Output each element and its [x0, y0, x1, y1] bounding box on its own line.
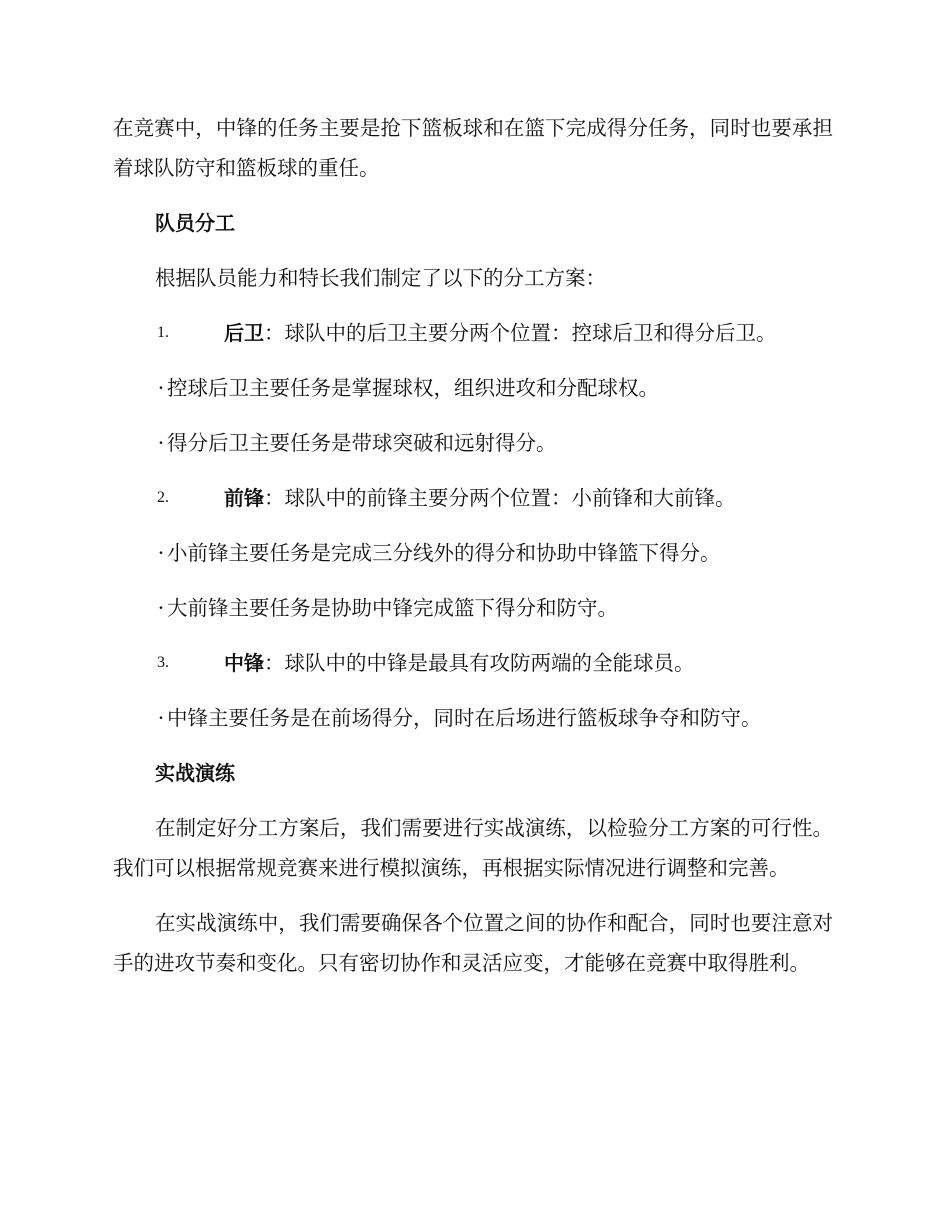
list-term: 后卫: [224, 321, 264, 345]
section-intro: 根据队员能力和特长我们制定了以下的分工方案：: [155, 266, 606, 290]
bullet-item: [155, 588, 833, 628]
practice-paragraph-1: 在制定好分工方案后，我们需要进行实战演练，以检验分工方案的可行性。我们可以根据常规竞赛来进行模拟演练，再根据实际情况进行调整和完善。: [113, 816, 833, 880]
list-text: ：球队中的后卫主要分两个位置：控球后卫和得分后卫。: [264, 321, 777, 345]
bullet-text: 控球后卫主要任务是掌握球权，组织进攻和分配球权。: [167, 376, 659, 400]
list-item-center: [113, 643, 833, 683]
bullet-icon: ·: [157, 706, 165, 730]
section-heading-practice: 实战演练: [155, 761, 235, 785]
section-heading-team-roles: 队员分工: [155, 211, 235, 235]
bullet-icon: ·: [157, 376, 165, 400]
list-text: ：球队中的中锋是最具有攻防两端的全能球员。: [264, 651, 695, 675]
bullet-text: 得分后卫主要任务是带球突破和远射得分。: [167, 431, 557, 455]
practice-paragraph-2: 在实战演练中，我们需要确保各个位置之间的协作和配合，同时也要注意对手的进攻节奏和变化。只有密切协作和灵活应变，才能够在竞赛中取得胜利。: [113, 911, 833, 975]
bullet-item: [155, 423, 833, 463]
document-page: [113, 108, 833, 998]
list-number: 1.: [157, 324, 169, 341]
list-term: 中锋: [224, 651, 264, 675]
list-text: ：球队中的前锋主要分两个位置：小前锋和大前锋。: [264, 486, 736, 510]
list-item-body: [224, 643, 695, 683]
list-item-body: [224, 313, 777, 353]
bullet-icon: ·: [157, 431, 165, 455]
bullet-text: 小前锋主要任务是完成三分线外的得分和协助中锋篮下得分。: [167, 541, 721, 565]
list-item-forward: [113, 478, 833, 518]
list-term: 前锋: [224, 486, 264, 510]
bullet-text: 中锋主要任务是在前场得分，同时在后场进行篮板球争夺和防守。: [167, 706, 762, 730]
list-number: 3.: [157, 654, 169, 671]
list-item-guard: [113, 313, 833, 353]
bullet-item: [155, 368, 833, 408]
list-number: 2.: [157, 489, 169, 506]
bullet-item: [155, 533, 833, 573]
intro-paragraph: 在竞赛中，中锋的任务主要是抢下篮板球和在篮下完成得分任务，同时也要承担着球队防守和篮板球的重任。: [113, 116, 833, 180]
bullet-icon: ·: [157, 541, 165, 565]
bullet-item: [155, 698, 833, 738]
bullet-text: 大前锋主要任务是协助中锋完成篮下得分和防守。: [167, 596, 618, 620]
list-item-body: [224, 478, 736, 518]
bullet-icon: ·: [157, 596, 165, 620]
